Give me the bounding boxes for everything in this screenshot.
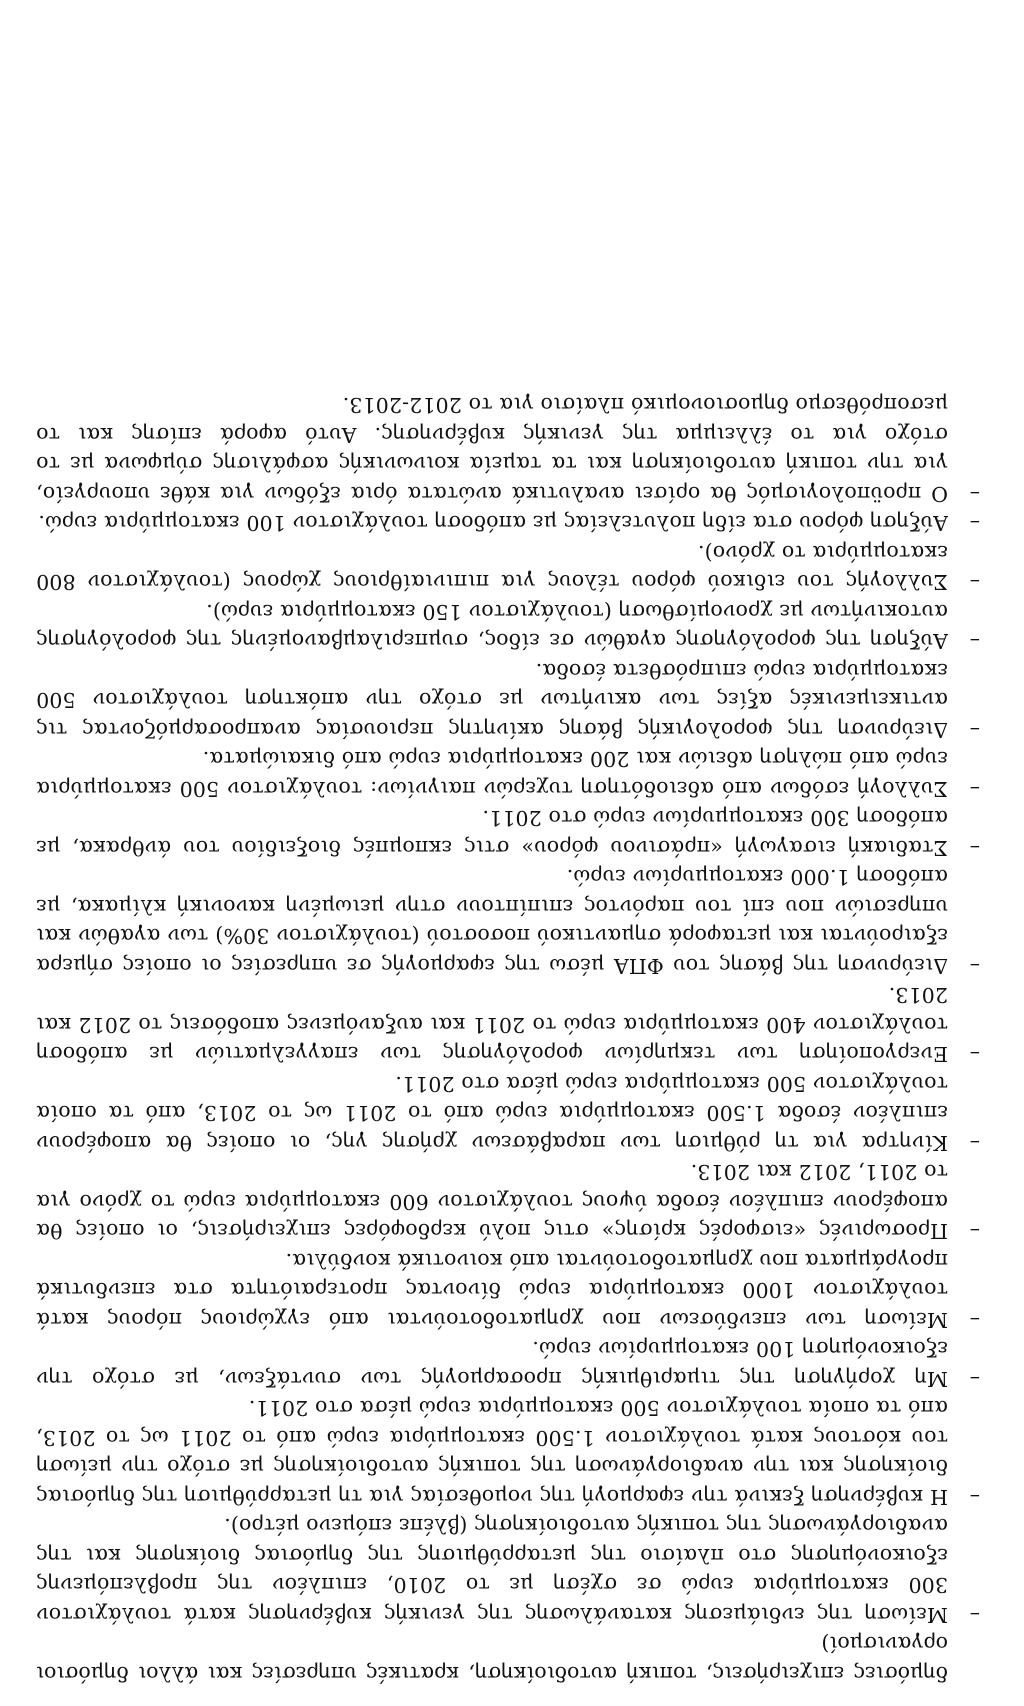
measure-item	[36, 1157, 980, 1246]
measure-text: Κίνητρα για τη ρύθμιση των παραβάσεων χρήσης γης, οι οποίες θα αποφέρουν επιπλέον έσοδα 1.500 εκατομμύρια ευρώ από το 2011 ως το 2013, από τα οποία τουλάχιστον 500 εκατομμύρια ευρώ μέσα στο 2011.	[36, 1072, 948, 1155]
bullet-dash: –	[969, 511, 980, 536]
measure-item	[36, 980, 980, 1069]
bullet-dash: –	[969, 1219, 980, 1244]
measure-item	[36, 1334, 980, 1393]
measure-item	[36, 1511, 980, 1629]
lead-paragraph: δημόσιες επιχειρήσεις, τοπική αυτοδιοίκηση, κρατικές υπηρεσίες και άλλοι δημόσιοι οργανισμοί)	[36, 1632, 948, 1686]
measure-text: Μη χορήγηση της τιμαριθμικής προσαρμογής των συντάξεων, με στόχο την εξοικονόμηση 100 εκατομμυρίων ευρώ.	[36, 1337, 948, 1391]
bullet-dash: –	[969, 954, 980, 978]
bullet-dash: –	[969, 777, 980, 801]
measure-text: Συλλογής του ειδικού φόρου τέλους για πιπινιαίθριους χώρους (τουλάχιστον 800 εκατομμύρια το χρόνο).	[36, 541, 948, 595]
bullet-dash: –	[969, 836, 980, 860]
measure-text: Ενεργοποίηση των τεκμηρίων φορολόγησης των επαγγελματιών με απόδοση τουλάχιστον 400 εκατομμύρια ευρώ το 2011 και αυξανόμενες αποδόσεις το 2012 και 2013.	[36, 983, 948, 1067]
bullet-dash: –	[969, 570, 980, 595]
bullet-dash: –	[969, 718, 980, 742]
measure-text: Αύξηση της φορολόγησης αγαθών σε είδος, συμπεριλαμβανομένης της φορολόγησης αυτοκινήτων με χρονομίσθωση (τουλάχιστον 150 εκατομμύρια ευρώ).	[36, 600, 948, 654]
measure-item	[36, 1069, 980, 1158]
bullet-dash: –	[969, 1485, 980, 1509]
bullet-dash: –	[969, 1308, 980, 1332]
measure-text: Σταδιακή εισαγωγή «πράσινου φόρου» στις εκπομπές διοξειδίου του άνθρακα, με απόδοση 300 εκατομμυρίων ευρώ στο 2011.	[36, 806, 948, 860]
bullet-dash: –	[969, 1042, 980, 1067]
measure-item	[36, 597, 980, 656]
measure-item	[36, 744, 980, 803]
measure-item	[36, 862, 980, 980]
bullet-dash: –	[969, 482, 980, 506]
measure-item	[36, 656, 980, 745]
measure-text: Η κυβέρνηση ξεκινά την εφαρμογή της νομοθεσίας για τη μεταρρύθμιση της δημόσιας διοίκησης και την αναδιοργάνωση της τοπικής αυτοδιοίκησης με στόχο την μείωση του κόστους κατά τουλάχιστον 1.500 εκατομμύρια ευρώ από το 2011 ως το 2013, από τα οποία τουλάχιστον 500 εκατομμύρια ευρώ μέσα στο 2011.	[36, 1396, 948, 1509]
measure-text: Μείωση των επενδύσεων που χρηματοδοτούνται από εγχώριους πόρους κατά τουλάχιστον 1000 εκατομμύρια ευρώ δίνοντας προτεραιότητα στα επενδυτικά προγράμματα που χρηματοδοτούνται από κοινοτικά κονδύλια.	[36, 1249, 948, 1332]
measure-text: Διεύρυνση της φορολογικής βάσης ακίνητης περιουσίας αναπροσαρμόζοντας τις αντικειμενικές αξίες των ακινήτων με στόχο την απόκτηση τουλάχιστον 500 εκατομμύρια ευρώ επιπρόσθετα έσοδα.	[36, 659, 948, 742]
measure-item	[36, 538, 980, 597]
measure-text: Ο προϋπολογισμός θα ορίσει αναλυτικά ανώτατα όρια εξόδων για κάθε υπουργείο, για την τοπική αυτοδιοίκηση και τα ταμεία κοινωνικής ασφάλισης σύμφωνα με το στόχο για το έλλειμμα της γενικής κυβέρνησης. Αυτό αφορά επίσης και το μεσοπρόθεσμο δημοσιονομικό πλαίσιο για το 2012-2013.	[36, 393, 948, 506]
bullet-dash: –	[969, 1603, 980, 1627]
measure-item	[36, 508, 980, 538]
measure-item	[36, 803, 980, 862]
measure-item	[36, 390, 980, 508]
bullet-dash: –	[969, 629, 980, 654]
measure-text: Διεύρυνση της βάσης του ΦΠΑ μέσω της εφαρμογής σε υπηρεσίες οι οποίες σήμερα εξαιρούνται και μεταφορά σημαντικού ποσοστού (τουλάχιστον 30%) των αγαθών και υπηρεσιών που επί του παρόντος επιπίπτουν στην μειωμένη κανονική κλίμακα, με απόδοση 1.000 εκατομμυρίων ευρώ.	[36, 865, 948, 978]
bullet-dash: –	[969, 1131, 980, 1155]
measure-text: Αύξηση φόρου στα είδη πολυτελείας με απόδοση τουλάχιστον 100 εκατομμύρια ευρώ.	[38, 511, 948, 536]
measure-item	[36, 1246, 980, 1335]
measure-text: Μείωση της ενδιάμεσης κατανάλωσης της γενικής κυβέρνησης κατά τουλάχιστον 300 εκατομμύρια ευρώ σε σχέση με το 2010, επιπλέον της προβλεπόμενης εξοικονόμησης στο πλαίσιο της μεταρρύθμισης της δημόσιας διοίκησης και της αναδιοργάνωσης της τοπικής αυτοδιοίκησης (βλέπε επόμενο μέτρο).	[36, 1514, 948, 1627]
measure-text: Συλλογή εσόδων από αδειοδότηση τυχερών παιγνίων: τουλάχιστον 500 εκατομμύρια ευρώ από πώληση αδειών και 200 εκατομμύρια ευρώ από δικαιώματα.	[36, 747, 948, 801]
measures-list	[36, 390, 980, 1629]
bullet-dash: –	[969, 1367, 980, 1391]
measure-text: Προσωρινές «εισφορές κρίσης» στις πολύ κερδοφόρες επιχειρήσεις, οι οποίες θα αποφέρουν επιπλέον έσοδα ύψους τουλάχιστον 600 εκατομμύρια ευρώ το χρόνο για το 2011, 2012 και 2013.	[36, 1160, 948, 1244]
measure-item	[36, 1393, 980, 1511]
